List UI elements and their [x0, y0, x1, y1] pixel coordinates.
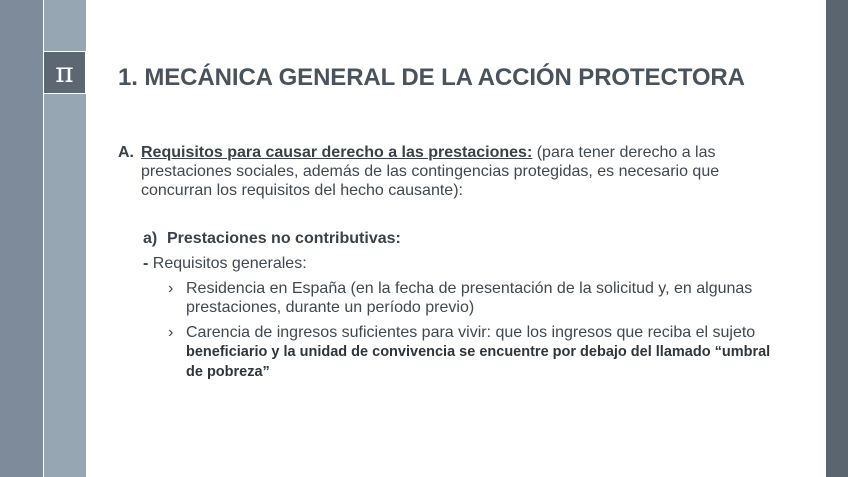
- chevron-right-icon: ›: [168, 324, 174, 341]
- list-item-text: Carencia de ingresos suficientes para vivir: que los ingresos que reciba el sujeto: [186, 324, 756, 341]
- right-decorative-band: [826, 0, 848, 477]
- section-a: [118, 143, 758, 200]
- requirements-label: Requisitos generales:: [148, 255, 307, 272]
- chevron-right-icon: ›: [168, 280, 174, 297]
- subsection-label: Prestaciones no contributivas:: [167, 230, 401, 247]
- list-item-emphasis: beneficiario y la unidad de convivencia se encuentre por debajo del llamado “umbral de pobreza”: [186, 344, 771, 380]
- requirements-list: [168, 279, 788, 388]
- requirements-line: [143, 255, 307, 273]
- list-item-text: Residencia en España (en la fecha de presentación de la solicitud y, en algunas prestaciones, durante un período previo): [186, 280, 753, 316]
- slide-title: 1. MECÁNICA GENERAL DE LA ACCIÓN PROTECTORA: [118, 64, 745, 91]
- pi-icon: [43, 51, 86, 94]
- subsection-heading: [143, 230, 401, 248]
- section-a-marker: A.: [118, 144, 134, 161]
- section-a-text: (para tener derecho a las prestaciones sociales, además de las contingencias protegidas, es necesario que concurran los requisitos del hecho causante):: [141, 144, 720, 199]
- subsection-marker: a): [143, 230, 158, 247]
- requirements-dash: -: [143, 255, 149, 272]
- pi-symbol: π: [55, 55, 74, 89]
- list-item: [168, 323, 788, 382]
- list-item: [168, 279, 788, 317]
- section-a-lead: Requisitos para causar derecho a las prestaciones:: [141, 144, 533, 161]
- left-decorative-band: [0, 0, 43, 477]
- section-a-body: [141, 143, 758, 200]
